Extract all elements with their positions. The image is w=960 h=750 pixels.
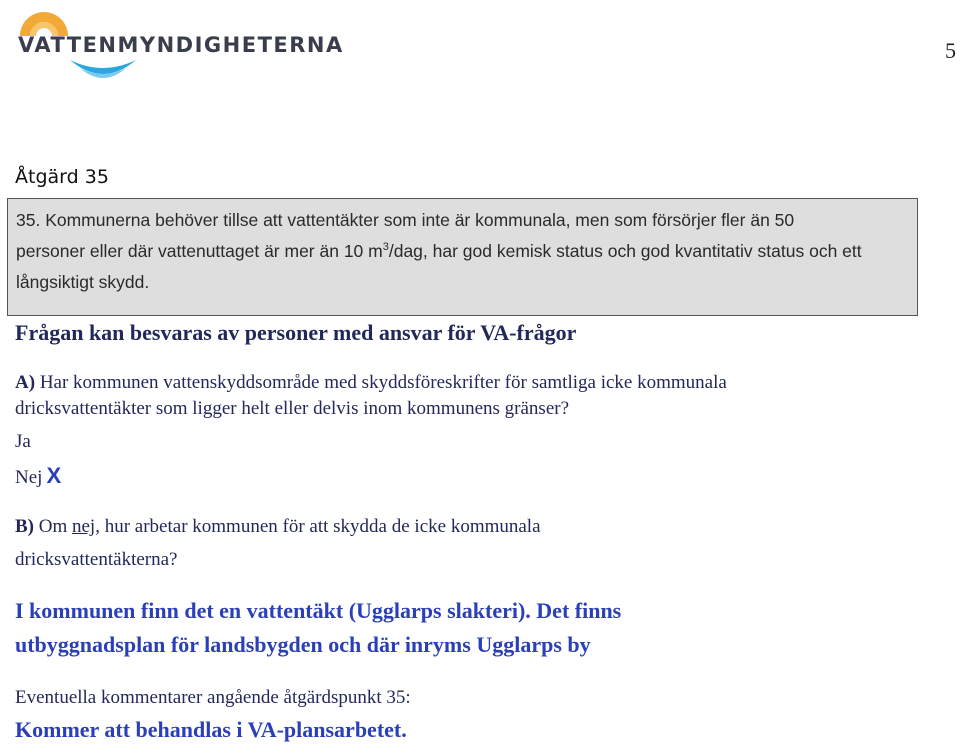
- question-b-text-start: Om: [34, 516, 72, 537]
- option-nej: Nej: [15, 467, 43, 488]
- logo-text: VATTENMYNDIGHETERNA: [18, 33, 344, 57]
- measure-line-2-start: personer eller där vattenuttaget är mer än 10 m: [16, 241, 383, 261]
- question-b-underlined: nej: [72, 516, 96, 537]
- measure-line-2: [16, 236, 909, 267]
- measure-line-3: långsiktigt skydd.: [16, 272, 150, 292]
- question-a-prefix: A): [15, 372, 36, 393]
- question-b-prefix: B): [15, 516, 34, 537]
- vattenmyndigheterna-logo: [14, 6, 344, 82]
- question-b-line-2: dricksvattentäkterna?: [15, 549, 178, 570]
- question-a-line-2: dricksvattentäkter som ligger helt eller delvis inom kommunens gränser?: [15, 398, 570, 419]
- page-number: 5: [945, 38, 956, 63]
- waves-icon: [68, 58, 138, 84]
- question-b-line-1: [15, 516, 541, 538]
- answer-b-line-1: I kommunen finn det en vattentäkt (Ugglarps slakteri). Det finns: [15, 598, 622, 623]
- measure-line-2-end: /dag, har god kemisk status och god kvantitativ status och ett: [388, 241, 862, 261]
- answer-b-line-2: utbyggnadsplan för landsbygden och där inryms Ugglarps by: [15, 632, 591, 657]
- sun-icon: [14, 6, 74, 36]
- question-b-text-end: , hur arbetar kommunen för att skydda de icke kommunala: [95, 516, 541, 537]
- measure-description-box: [7, 198, 918, 316]
- selected-answer-mark: X: [46, 463, 62, 488]
- option-ja: Ja: [15, 431, 31, 452]
- section-heading: Åtgärd 35: [15, 166, 109, 188]
- comments-answer: Kommer att behandlas i VA-plansarbetet.: [15, 717, 407, 742]
- question-intro: Frågan kan besvaras av personer med ansvar för VA-frågor: [15, 320, 577, 345]
- measure-line-1: 35. Kommunerna behöver tillse att vattentäkter som inte är kommunala, men som försörjer fler än 50: [16, 210, 795, 230]
- option-nej-row: [15, 463, 61, 489]
- question-a-line-1: [15, 372, 727, 394]
- question-a-text: Har kommunen vattenskyddsområde med skyddsföreskrifter för samtliga icke kommunala: [35, 372, 727, 393]
- superscript-3: 3: [382, 241, 389, 254]
- comments-label: Eventuella kommentarer angående åtgärdspunkt 35:: [15, 687, 411, 708]
